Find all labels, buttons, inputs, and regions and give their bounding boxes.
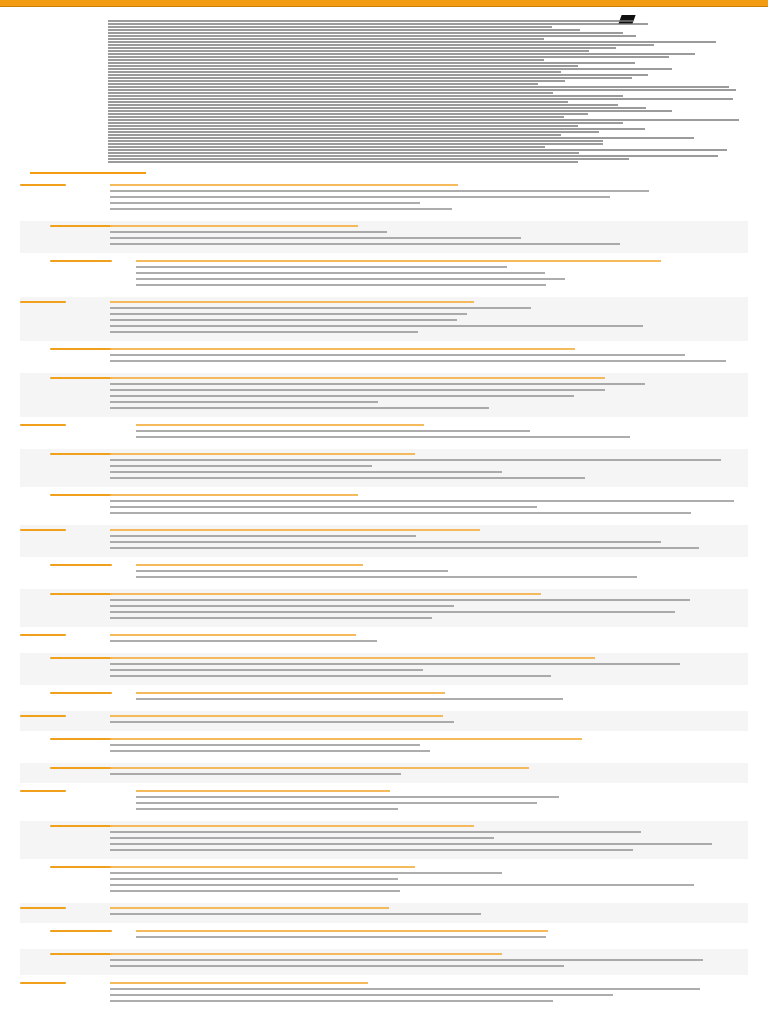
thread-entry	[20, 449, 748, 487]
thread-tag[interactable]	[50, 692, 112, 694]
thread-body-line	[110, 202, 420, 204]
thread-body-line	[110, 547, 699, 549]
intro-text-line	[108, 128, 645, 130]
thread-body-line	[110, 190, 649, 192]
intro-text-line	[108, 38, 544, 40]
thread-link[interactable]	[110, 825, 474, 827]
thread-tag[interactable]	[50, 564, 112, 566]
thread-body-line	[110, 605, 454, 607]
thread-entry	[20, 926, 748, 946]
intro-text-line	[108, 131, 599, 133]
intro-text-line	[108, 104, 618, 106]
thread-link[interactable]	[110, 907, 389, 909]
thread-entry	[20, 560, 748, 586]
thread-body-line	[110, 663, 680, 665]
intro-text-line	[108, 26, 552, 28]
thread-link[interactable]	[136, 930, 548, 932]
thread-link[interactable]	[110, 634, 356, 636]
intro-text-line	[108, 83, 538, 85]
thread-link[interactable]	[110, 225, 358, 227]
thread-body-line	[110, 675, 551, 677]
thread-entry	[20, 490, 748, 522]
thread-entry	[20, 821, 748, 859]
thread-body-line	[110, 669, 423, 671]
thread-body-line	[110, 325, 643, 327]
intro-text-line	[108, 149, 727, 151]
thread-list	[0, 176, 768, 1024]
thread-body-line	[110, 313, 467, 315]
thread-entry	[20, 734, 748, 760]
intro-text-line	[108, 146, 545, 148]
thread-entry	[20, 525, 748, 557]
thread-body-line	[110, 307, 531, 309]
thread-link[interactable]	[110, 982, 368, 984]
intro-text-line	[108, 161, 578, 163]
thread-entry	[20, 949, 748, 975]
thread-entry	[20, 862, 748, 900]
intro-text-line	[108, 65, 578, 67]
thread-body-line	[110, 535, 416, 537]
thread-tag[interactable]	[20, 715, 66, 717]
thread-body-line	[110, 506, 537, 508]
thread-body-line	[136, 272, 545, 274]
thread-tag[interactable]	[50, 930, 112, 932]
intro-text-line	[108, 122, 623, 124]
intro-text-line	[108, 35, 636, 37]
thread-tag[interactable]	[20, 424, 66, 426]
thread-body-line	[110, 959, 703, 961]
intro-text-line	[108, 143, 603, 145]
thread-link[interactable]	[110, 494, 358, 496]
thread-body-line	[110, 208, 452, 210]
intro-text-line	[108, 152, 579, 154]
thread-tag[interactable]	[50, 377, 112, 379]
intro-text-line	[108, 68, 672, 70]
thread-body-line	[110, 872, 502, 874]
thread-body-line	[110, 599, 690, 601]
thread-tag[interactable]	[50, 348, 112, 350]
thread-body-line	[110, 383, 645, 385]
thread-link[interactable]	[110, 348, 575, 350]
thread-link[interactable]	[110, 738, 582, 740]
intro-text-line	[108, 50, 589, 52]
thread-entry	[20, 711, 748, 731]
intro-text-line	[108, 80, 565, 82]
thread-body-line	[136, 266, 507, 268]
intro-text-line	[108, 86, 729, 88]
thread-tag[interactable]	[20, 634, 66, 636]
thread-body-line	[110, 617, 432, 619]
thread-link[interactable]	[110, 593, 541, 595]
thread-tag[interactable]	[20, 982, 66, 984]
thread-tag[interactable]	[50, 738, 112, 740]
thread-body-line	[110, 407, 489, 409]
intro-text-block	[108, 16, 748, 166]
thread-entry	[20, 630, 748, 650]
thread-entry	[20, 589, 748, 627]
thread-body-line	[136, 936, 546, 938]
thread-link[interactable]	[136, 692, 445, 694]
thread-body-line	[136, 284, 546, 286]
intro-text-line	[108, 137, 694, 139]
thread-body-line	[110, 196, 610, 198]
thread-link[interactable]	[110, 866, 415, 868]
thread-tag[interactable]	[50, 953, 112, 955]
thread-entry	[20, 903, 748, 923]
thread-body-line	[110, 459, 721, 461]
thread-body-line	[110, 965, 564, 967]
thread-body-line	[110, 831, 641, 833]
intro-text-line	[108, 77, 632, 79]
thread-link[interactable]	[110, 657, 595, 659]
top-bar	[0, 0, 768, 7]
thread-body-line	[136, 808, 398, 810]
thread-tag[interactable]	[50, 494, 112, 496]
intro-text-line	[108, 134, 561, 136]
thread-entry	[20, 786, 748, 818]
intro-text-line	[108, 74, 648, 76]
thread-body-line	[136, 278, 565, 280]
thread-link[interactable]	[110, 529, 480, 531]
thread-link[interactable]	[110, 453, 415, 455]
thread-tag[interactable]	[20, 184, 66, 186]
thread-tag[interactable]	[50, 657, 112, 659]
thread-tag[interactable]	[20, 907, 66, 909]
thread-body-line	[110, 243, 620, 245]
intro-text-line	[108, 110, 672, 112]
thread-link[interactable]	[136, 424, 424, 426]
thread-entry	[20, 180, 748, 218]
thread-body-line	[110, 541, 661, 543]
thread-link[interactable]	[136, 260, 661, 262]
thread-body-line	[110, 389, 605, 391]
thread-entry	[20, 688, 748, 708]
thread-body-line	[136, 576, 637, 578]
thread-body-line	[110, 878, 398, 880]
intro-text-line	[108, 119, 739, 121]
thread-body-line	[110, 884, 694, 886]
thread-body-line	[110, 773, 401, 775]
intro-text-line	[108, 47, 616, 49]
thread-body-line	[110, 721, 454, 723]
thread-body-line	[136, 698, 563, 700]
thread-body-line	[110, 477, 585, 479]
intro-text-line	[108, 59, 544, 61]
intro-text-line	[108, 125, 578, 127]
intro-text-line	[108, 116, 564, 118]
intro-text-line	[108, 41, 716, 43]
thread-body-line	[110, 640, 377, 642]
thread-link[interactable]	[110, 715, 443, 717]
thread-body-line	[110, 395, 574, 397]
intro-text-line	[108, 62, 635, 64]
intro-text-line	[108, 158, 629, 160]
thread-entry	[20, 221, 748, 253]
thread-tag[interactable]	[50, 593, 112, 595]
intro-text-line	[108, 98, 733, 100]
intro-text-line	[108, 71, 561, 73]
thread-link[interactable]	[110, 184, 458, 186]
thread-tag[interactable]	[50, 453, 112, 455]
intro-text-line	[108, 113, 588, 115]
intro-text-line	[108, 44, 654, 46]
intro-text-line	[108, 107, 646, 109]
thread-tag[interactable]	[20, 790, 66, 792]
thread-body-line	[136, 436, 630, 438]
thread-body-line	[110, 750, 430, 752]
intro-text-line	[108, 56, 669, 58]
thread-body-line	[110, 471, 502, 473]
thread-body-line	[110, 837, 494, 839]
thread-body-line	[110, 465, 372, 467]
thread-tag[interactable]	[20, 301, 66, 303]
thread-entry	[20, 653, 748, 685]
thread-body-line	[110, 994, 613, 996]
thread-body-line	[136, 796, 559, 798]
intro-text-line	[108, 95, 623, 97]
thread-tag[interactable]	[50, 260, 112, 262]
thread-entry	[20, 256, 748, 294]
thread-body-line	[110, 890, 400, 892]
thread-body-line	[110, 913, 481, 915]
thread-body-line	[110, 611, 675, 613]
thread-entry	[20, 978, 748, 1010]
thread-body-line	[110, 988, 700, 990]
thread-entry	[20, 373, 748, 417]
intro-text-line	[108, 140, 603, 142]
thread-link[interactable]	[136, 790, 390, 792]
intro-text-line	[108, 155, 718, 157]
section-divider	[30, 172, 146, 174]
thread-tag[interactable]	[50, 225, 112, 227]
thread-body-line	[110, 1000, 553, 1002]
thread-link[interactable]	[110, 301, 474, 303]
thread-body-line	[110, 744, 420, 746]
intro-text-line	[108, 32, 623, 34]
thread-tag[interactable]	[20, 529, 66, 531]
thread-link[interactable]	[110, 953, 502, 955]
thread-body-line	[110, 360, 726, 362]
thread-tag[interactable]	[50, 825, 112, 827]
thread-link[interactable]	[110, 377, 605, 379]
intro-text-line	[108, 92, 553, 94]
intro-text-line	[108, 29, 580, 31]
thread-body-line	[110, 237, 521, 239]
thread-body-line	[136, 570, 448, 572]
thread-entry	[20, 344, 748, 370]
thread-body-line	[110, 231, 387, 233]
thread-tag[interactable]	[50, 866, 112, 868]
thread-body-line	[110, 401, 378, 403]
intro-text-line	[108, 89, 736, 91]
thread-body-line	[110, 331, 418, 333]
thread-entry	[20, 420, 748, 446]
thread-body-line	[136, 802, 537, 804]
thread-body-line	[110, 319, 457, 321]
thread-link[interactable]	[136, 564, 363, 566]
thread-body-line	[110, 354, 685, 356]
thread-entry	[20, 297, 748, 341]
thread-tag[interactable]	[50, 767, 112, 769]
thread-entry	[20, 763, 748, 783]
thread-link[interactable]	[110, 767, 529, 769]
thread-body-line	[110, 843, 712, 845]
thread-body-line	[110, 500, 734, 502]
intro-text-line	[108, 101, 568, 103]
thread-body-line	[136, 430, 530, 432]
intro-text-line	[108, 53, 695, 55]
thread-body-line	[110, 849, 633, 851]
thread-body-line	[110, 512, 691, 514]
intro-text-line	[108, 20, 633, 22]
intro-text-line	[108, 23, 648, 25]
